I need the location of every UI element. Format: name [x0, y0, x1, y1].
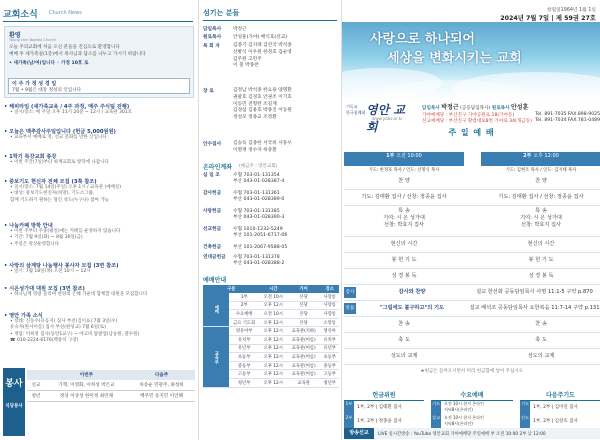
meetings-cell: 유년부	[320, 344, 339, 353]
staff-names: 김종기 김지태 김연국 박석종 신방식 이우원 한정호 김순영 김주원 고민주 이 칠 박종찬	[233, 43, 292, 69]
staff-role: 담임목사	[203, 27, 222, 32]
service-row	[27, 380, 195, 391]
meetings-header-cell: 가이	[287, 285, 321, 293]
meetings-cell: 소망통	[320, 318, 339, 327]
broadcast-bar	[344, 428, 600, 439]
order-row	[344, 237, 600, 253]
staff-role: 목 회 자	[203, 44, 220, 49]
order-row	[344, 285, 600, 301]
account-label: 감사헌금	[203, 191, 222, 196]
order-row	[344, 206, 600, 237]
bottom-text: 오전 10시 현지 온라인 저녁8시(온라인)	[444, 401, 484, 412]
order-left: "그림에도 불구하고"의 기도	[379, 305, 445, 311]
elder-name: 안성훈	[511, 104, 529, 111]
meetings-cell: 1부	[229, 293, 260, 301]
meetings-cell: 중등부	[229, 361, 260, 370]
account-label: 사랑헌금	[203, 209, 222, 214]
meetings-cell: 오후 12시	[260, 318, 287, 327]
order-left: 성 경 봉 독	[391, 273, 417, 279]
bottom-tag: 기도	[520, 401, 530, 415]
meetings-cell: 금요 기도회	[229, 318, 260, 327]
news-item	[4, 285, 194, 298]
news-item-title: • 오늘은 맥추감사주일입니다 (헌금 5,000원원)	[4, 129, 116, 135]
staff-role: 원로목사	[203, 35, 222, 40]
order-left: 찬 송	[398, 321, 410, 327]
account-row	[203, 254, 339, 266]
news-item	[4, 103, 194, 116]
order-row	[344, 317, 600, 333]
bottom-col-title: 헌금위원	[344, 390, 424, 401]
account-label: 십 일 조	[203, 173, 220, 178]
bottom-tag: 인도	[520, 415, 530, 429]
bottom-info	[344, 390, 600, 428]
staff-row	[203, 26, 339, 32]
staff-row	[203, 43, 339, 70]
bottom-text: 오전 10시 현지 온라인 저녁8시(온라인)	[444, 415, 484, 426]
order-right: 찬 송	[535, 321, 547, 327]
founded-date: 창립일1964년 1월 1일	[546, 8, 596, 13]
service-2-time: 오후 12:00	[533, 153, 559, 159]
account-row	[203, 226, 339, 238]
service-sub-label: 식당봉사	[5, 404, 23, 409]
elder-label: 원로목사	[491, 106, 510, 111]
pastor-name: 박정근	[441, 104, 459, 111]
account-number: 수협 703-01-131354 부산 043-01-028387-4	[233, 173, 285, 184]
meetings-cell: 오전 10시	[260, 293, 287, 301]
news-item-title: • 해피타임 (새가족교육 / 4주 과정, 매주 주식팀 진행)	[4, 104, 130, 110]
bottom-text: 1부, 2부 | 김미연 집사	[533, 405, 578, 410]
meetings-cell: 청년부	[229, 378, 260, 387]
order-row	[344, 190, 600, 206]
meetings-title: 예배안내	[203, 277, 227, 284]
news-item-title: • 시온성가대 대원 모집 (3면 참조)	[4, 286, 85, 292]
meetings-cell: 유치부	[229, 335, 260, 344]
church-slogan-1: 기독교	[346, 104, 358, 109]
service-1-leader: 기도: 한정호 목사 / 인도: 신명식 목사	[368, 168, 440, 173]
meetings-cell: 오후 12시	[260, 370, 287, 379]
bottom-col-title: 수요예배	[431, 390, 513, 401]
service-section	[3, 368, 195, 436]
news-item-body: • 이번 주부터 주중(평일)에는 카페를 운영하지 않습니다 • 기간: 7월 9일(화) ~ 8월 30일(금) • 주일은 정상운영합니다	[10, 229, 121, 247]
account-number: 수협 703-01-131385 부산 043-01-028390-3	[233, 209, 285, 220]
account-label: 선교헌금	[203, 227, 222, 232]
tel-2: Tel. 891-7034 FAX.781-0489	[535, 118, 600, 123]
order-left: 기도: 김태환 집사 / 선창: 정종윤 집사	[361, 194, 447, 200]
service-cell: 백주민 송지민 이인혜	[128, 391, 195, 402]
news-item	[4, 178, 194, 204]
staff-names: 김정남 박석종 한요용 양명환 권팔호 김경호 안권조 이기호 이동민 전형완 조길재 김경섭 김용호 박종진 이동원 정성모 정종교 조정환	[233, 88, 292, 121]
news-item	[4, 312, 194, 344]
service-row	[27, 391, 195, 402]
staff-role: 장 로	[203, 89, 214, 94]
meetings-header-cell: 시간	[260, 285, 287, 293]
contacts-title: 온라인계좌	[203, 164, 232, 171]
broadcast-text: LIVE 실시간방송 : YouTube 영안교회 가야예배당 주일예배 부 오전 10:00 2부 낮 12:00	[378, 432, 546, 437]
news-item-title: • 나눔카페 방학 안내	[4, 223, 53, 229]
issue-sep: |	[551, 15, 556, 22]
staff-column	[198, 0, 341, 440]
offering-committee	[344, 390, 424, 428]
news-item	[4, 222, 194, 248]
service-header-cell	[27, 370, 45, 380]
meetings-group: 예배	[203, 293, 229, 327]
order-row	[344, 174, 600, 190]
staff-role: 안수집사	[203, 142, 222, 147]
meetings-cell: 중등부	[320, 361, 339, 370]
staff-row	[203, 34, 339, 40]
account-number: 부산 101-2067-9588-05	[233, 245, 288, 250]
staff-names: 안성훈(가야) 배익호(선교)	[233, 35, 288, 40]
account-number: 수협 1010-1232-5249 부산 101-2051-6717-06	[233, 227, 288, 238]
meetings-cell: 영유아부	[229, 327, 260, 336]
issue-line	[342, 13, 596, 22]
account-number: 수협 703-01-131361 부산 043-01-028389-0	[233, 191, 285, 202]
bottom-row	[431, 401, 513, 415]
church-logo	[346, 102, 416, 134]
order-row	[344, 301, 600, 317]
issue-date: 2024년 7월 7일	[500, 15, 550, 22]
bottom-row	[520, 401, 600, 415]
service-1-header	[344, 152, 464, 166]
order-right: 성도의 교제	[527, 353, 555, 359]
order-left: 봉 헌 기 도	[391, 257, 417, 263]
service-table-header	[27, 370, 195, 380]
meetings-cell: 초등부	[320, 353, 339, 362]
service-1-time: 오전 10:00	[396, 153, 422, 159]
news-item-body: • 교육부서 예배로 영, 선교 문화를 만한 산입니다	[10, 135, 107, 140]
wave-shape	[382, 80, 522, 100]
service-cell: 가혁, 이영화, 이희성 박은교	[45, 380, 128, 391]
order-right: 기도: 김태환 집사 / 선창: 정종윤 집사	[498, 194, 584, 200]
service-header-cell: 다음주	[128, 370, 195, 380]
family-prayer-box	[8, 78, 190, 94]
bottom-tag: 설교	[431, 415, 441, 429]
issue-volume: 제 59권 27호	[555, 15, 596, 22]
service-cell: 선교	[27, 380, 45, 391]
meetings-cell: 교육관(여름)	[287, 370, 321, 379]
bottom-text: 1부, 2부 | 김창호 집사	[533, 419, 578, 424]
staff-row	[203, 141, 339, 155]
order-right: 축 도	[535, 337, 547, 343]
news-header	[3, 6, 193, 22]
news-item-title: • 사랑의 삼계탕 나눔행사 봉사자 모집 (3면 참조)	[4, 263, 119, 269]
church-name: 영안 교회	[366, 103, 405, 134]
bottom-row	[344, 415, 424, 429]
news-item-body: • 일시/장소: 7월 14일(주일) 오후 1시 / 교육관 (예배실) • 대상: 중보기도현신자(희망), 기도소그룹, 함께 기도하기 원하는 형언 성도(누구나) 참여 가능	[10, 185, 122, 203]
meetings-cell: 교육관(여름)	[287, 344, 321, 353]
wednesday-service	[431, 390, 513, 428]
news-item	[4, 262, 194, 275]
meetings-cell: 본당	[287, 318, 321, 327]
meetings-row	[203, 327, 339, 336]
welcome-sub: Young·chin Baptist Church	[9, 38, 57, 42]
news-item-title: • 영안 가족 소식	[4, 313, 43, 319]
order-left: 감사와 찬양	[398, 289, 426, 295]
meetings-cell: 본당	[287, 310, 321, 319]
service-cell: 청년	[27, 391, 45, 402]
news-item-title: • 1학기 특강교회 종강	[4, 154, 57, 160]
account-row	[203, 208, 339, 220]
service-2-header	[481, 152, 600, 166]
bottom-row	[431, 415, 513, 429]
meetings-cell: 2부	[229, 301, 260, 310]
meetings-cell: 청년부	[320, 378, 339, 387]
order-right: 현신의 시간	[527, 241, 555, 247]
meetings-cell: 오전 10시	[260, 310, 287, 319]
family-prayer-title: 이 주 가 정 성 경 일	[12, 81, 57, 87]
news-item-body: • 일시/장소: 매 주일 오후 11시 20분 ~ 12시 / 교육관 301호	[10, 110, 133, 115]
news-item-body: • 일시: 7월 18일(목) 오전 10시 ~ 12시	[10, 269, 91, 274]
meetings-cell: 오후 12시	[260, 361, 287, 370]
address-1: 가야예배당 : 부산진구 가야공원로 18(가야동)	[422, 113, 515, 118]
meetings-cell: 고등부	[320, 370, 339, 379]
meetings-cell: 오후 12시	[260, 344, 287, 353]
hero-line-2: 세상을 변화시키는 교회	[387, 51, 522, 66]
order-left: 현신의 시간	[390, 241, 418, 247]
meetings-header-cell: 구분	[203, 285, 260, 293]
meetings-cell: 교육관(여름)	[287, 353, 321, 362]
account-label: 건축헌금	[203, 245, 222, 250]
address-2: 선교예배당 : 부산진구 황령대로8번 가야로 34(개금동)	[422, 119, 532, 124]
service-table	[27, 370, 195, 402]
order-right: 설교 배석조 공동담임목사 요한복음 11:7-14 구약 p.131	[469, 305, 600, 311]
bottom-text: 1부, 2부 | 김태환 집사	[357, 405, 402, 410]
meetings-group: 교육부	[203, 327, 229, 387]
order-row	[344, 333, 600, 349]
address-line	[422, 118, 600, 124]
meetings-cell: 초등부	[229, 353, 260, 362]
service-2-leader: 기도: 김현조 목사 / 인도: 김지태 목사	[505, 168, 577, 173]
meetings-cell: 교육관(여름)	[287, 361, 321, 370]
welcome-title: 환영	[9, 32, 21, 39]
pastor-note: (공동담임목사)	[460, 106, 491, 111]
meetings-cell: 교육관	[287, 378, 321, 387]
meetings-cell: 고등부	[229, 370, 260, 379]
meetings-cell: 교육관(여름)	[287, 335, 321, 344]
meetings-row	[203, 293, 339, 301]
account-row	[203, 244, 339, 250]
pastor-label: 담임목사	[422, 106, 440, 111]
staff-title: 섬기는 분들	[203, 9, 240, 17]
staff-names: 박정근	[233, 27, 247, 32]
service-1-name: 1부	[386, 153, 395, 159]
bottom-tag: 기도	[431, 401, 441, 415]
contacts-note: (예금주 : 영안교회)	[239, 164, 278, 169]
order-right: 특 송 기여: 시 온 성가대 선창: 박효지 집사	[520, 208, 562, 229]
meetings-header-cell: 장소	[320, 285, 339, 293]
account-number: 수협 703-01-131378 부산 043-01-028388-2	[233, 255, 285, 266]
news-item-title: • 중보기도 현신자 전체 모집 (3쪽 참조)	[4, 179, 97, 185]
bottom-col-title: 다음주기도	[520, 390, 600, 401]
order-left: 축 도	[398, 337, 410, 343]
meetings-cell: 유년부	[229, 344, 260, 353]
service-label-box	[3, 368, 25, 436]
meetings-cell: 사랑통	[320, 301, 339, 310]
news-item-body: • 하나님께 영광 돌리며 찬양의 은혜 가운데 함께할 대원을 모집합니다	[10, 292, 148, 297]
order-left: 성도의 교제	[390, 353, 418, 359]
meetings-cell: 본당	[287, 293, 321, 301]
hero-banner	[342, 22, 600, 100]
meetings-table	[203, 285, 339, 388]
church-news-column	[0, 0, 198, 440]
account-row	[203, 172, 339, 184]
next-week-prayer	[520, 390, 600, 428]
service-label: 봉사	[5, 379, 23, 389]
order-right: 봉 헌 기 도	[528, 257, 554, 263]
meetings-cell: 오후 12시	[260, 327, 287, 336]
staff-names: 김승득 김종한 서국희 서풍우 이명재 정수자 허충환	[233, 141, 292, 153]
staff-row	[203, 88, 339, 122]
order-footnote: ★헌금은 들어오시면서 미리 헌금함에 넣어 주십시오.	[420, 369, 525, 374]
news-title: 교회소식	[3, 10, 38, 20]
bottom-tag: 1부	[344, 401, 354, 415]
meetings-cell: 교육관(지하)	[287, 327, 321, 336]
order-right: 성 경 봉 독	[528, 273, 554, 279]
order-right: 설교 한선화 공동담임목사 사명 11:1-5 구약 p.870	[476, 289, 593, 295]
bottom-text: 1부, 2부 | 정종윤 집사	[357, 419, 402, 424]
church-info	[422, 102, 600, 124]
meetings-cell: 유치부	[320, 335, 339, 344]
news-item-body: • 장례: 신동수(유동지) 집사 부친(김이표) 7월 3일(수) 유숙자(한사이름) 집사 부친(편성교) 7월 6일(토) • 개업: 이희정 집사(동탄1교구) ~ 야고비 탑팔업(남승원, 찰수원) ☎ 010-2224-6176(백중석 구장)	[10, 319, 140, 343]
meetings-cell: 영유아	[320, 327, 339, 336]
order-title: 주 일 예 배	[448, 128, 495, 137]
service-cell: 차송순 민관주, 최성희	[128, 380, 195, 391]
service-cell: 정상 이상성 한미정 최민채	[45, 391, 128, 402]
hero-line-1: 사랑으로 하나되어	[370, 32, 475, 47]
meetings-cell: 사랑통	[320, 310, 339, 319]
bulletin-main-column	[341, 0, 600, 440]
bottom-tag: 2부	[344, 415, 354, 429]
news-subtitle: Church News	[49, 10, 82, 16]
news-item	[4, 128, 194, 141]
order-tag: 말씀	[344, 303, 356, 314]
news-item-body: • 이번 주간(7일)부터 하계교회로 방학에 나갑니다	[10, 160, 109, 165]
welcome-line-1: 오늘 주의교회에 처음 오신 분들을 진심으로 환영합니다	[9, 45, 120, 50]
order-right: 찬 양	[535, 178, 547, 184]
meetings-cell: 오후 12시	[260, 335, 287, 344]
meetings-cell: 수요예배	[229, 310, 260, 319]
order-tag: 감사	[344, 287, 356, 298]
news-item	[4, 153, 194, 166]
welcome-line-2: 예배 후 새가족실(1층)에서 목사님과 담소를 나누고 가시기 바랍니다	[9, 52, 146, 57]
meetings-header	[203, 285, 339, 293]
service-header-cell: 이번주	[45, 370, 128, 380]
church-slogan-2: 한국침례회	[346, 110, 366, 115]
order-left: 찬 양	[398, 178, 410, 184]
order-row	[344, 269, 600, 285]
bottom-row	[344, 401, 424, 415]
account-row	[203, 190, 339, 202]
meetings-cell: 사랑통	[320, 293, 339, 301]
meetings-cell: 오후 12시	[260, 353, 287, 362]
welcome-line-3: • 새가족(남/여)입니다 ◦ 가정 10호 로	[9, 61, 89, 66]
broadcast-tag: 방송선교	[344, 428, 374, 439]
account-label: 연대금헌금	[203, 255, 226, 260]
staff-divider	[203, 20, 337, 21]
church-url: www.yoba.or.kr	[372, 116, 403, 121]
worship-order	[344, 152, 600, 388]
family-prayer-line: 7월 • 9월은 대장 정성의 인입니다	[12, 88, 82, 93]
meetings-cell: 오후 12시	[260, 301, 287, 310]
order-row	[344, 349, 600, 365]
order-left: 특 송 기여: 시 온 성가대 선창: 박효지 집사	[383, 208, 425, 229]
meetings-cell: 오후 12시	[260, 378, 287, 387]
tel-1: Tel. 891-7035 FAX.898-9025	[535, 112, 600, 117]
bottom-row	[520, 415, 600, 429]
meetings-cell: 본당	[287, 301, 321, 310]
order-row	[344, 253, 600, 269]
service-2-name: 2부	[523, 153, 532, 159]
